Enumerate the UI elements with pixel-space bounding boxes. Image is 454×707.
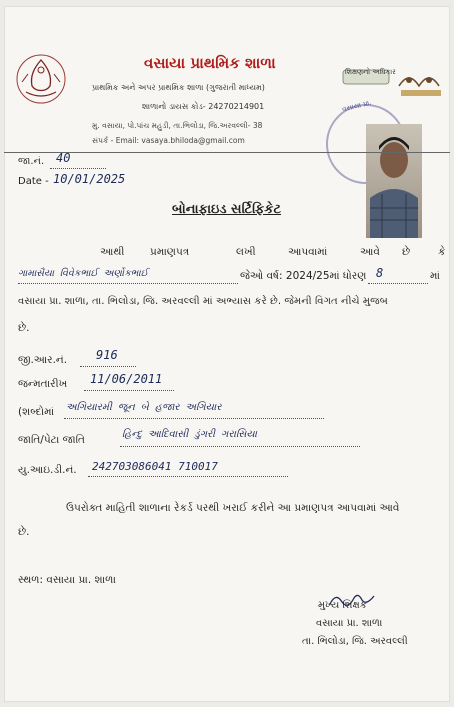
gr-value: 916 [96,348,118,362]
para-word: આપવામાં [288,246,328,258]
sign-location: તા. ભિલોડા, જિ. અરવલ્લી [302,636,408,647]
jn-label: જા.નં. [18,156,45,167]
para-line3: છે. [18,322,30,334]
school-address: મુ. વસાયા, પો.પાંચ મહુડી, તા.ભિલોડા, જિ.અરવલ્લી- 38 [92,121,263,130]
year-text: જેઓ વર્ષ: 2024/25માં ધોરણ [240,270,367,282]
para-word: કે [438,246,446,258]
place-label: સ્થળ: વસાયા પ્રા. શાળા [18,574,116,586]
uid-label: યુ.આઇ.ડી.નં. [18,464,77,476]
caste-label: જાતિ/પેટા જાતિ [18,434,85,446]
words-label: (શબ્દોમાં [18,406,55,418]
dob-value: 11/06/2011 [90,372,163,386]
para-word: લખી [236,246,256,258]
certificate-paper [4,6,450,702]
rte-label: શિક્ષણનો અધિકાર [345,68,396,76]
para-word: આવે [360,246,380,258]
header-divider [4,152,450,153]
sign-school: વસાયા પ્રા. શાળા [316,618,383,629]
standard-value: 8 [376,266,384,280]
date-label: Date - [18,176,49,187]
uid-line [88,476,288,477]
school-subtitle: પ્રાથમિક અને અપર પ્રાથમિક શાળા (ગુજરાતી માધ્યમ) [92,83,265,92]
saraswati-logo-icon [14,52,68,106]
student-name: ગામાસૈયા વિવેકભાઈ અર્ણોકભાઈ [18,268,149,279]
date-value: 10/01/2025 [53,172,126,186]
dob-label: જન્મતારીખ [18,378,68,390]
dob-line [84,390,174,391]
words-value: અગિયારમી જૂન બે હજાર અગિયાર [66,402,222,413]
sign-role: મુખ્ય શિક્ષક [318,600,367,611]
school-name: વસાયા પ્રાથમિક શાળા [144,54,276,72]
words-line [64,418,324,419]
uid-value: 242703086041 710017 [92,460,218,473]
caste-line [120,446,360,447]
udise-code: શાળાનો ડાયસ કોડ- 24270214901 [142,102,265,111]
gr-line [80,366,136,367]
gr-label: જી.આર.નં. [18,354,68,366]
stamp-text: વસાયા પ્રા. [341,98,373,114]
para-word: પ્રમાણપત્ર [150,246,190,258]
standard-line [368,283,428,284]
in-text: માં [430,270,440,282]
closing-line2: છે. [18,526,30,538]
para-word: આથી [100,246,125,258]
certificate-title: બોનાફાઇડ સર્ટિફિકેટ [172,202,282,217]
jn-value: 40 [56,151,71,165]
school-contact: સંપર્ક - Email: vasaya.bhiloda@gmail.com [92,136,245,145]
name-line [18,283,238,284]
caste-value: હિન્દુ આદિવાસી ડુંગરી ગરાસિયા [122,429,257,440]
para-line2: વસાયા પ્રા. શાળા, તા. ભિલોડા, જિ. અરવલ્લી માં અભ્યાસ કરે છે. જેમની વિગત નીચે મુજબ [18,296,388,307]
closing-line1: ઉપરોક્ત માહિતી શાળાના રેકર્ડ પરથી ખરાઈ કરીને આ પ્રમાણપત્ર આપવામાં આવે [66,502,400,514]
jn-line [50,168,106,169]
para-word: છે [402,246,411,258]
student-photo [366,124,422,238]
